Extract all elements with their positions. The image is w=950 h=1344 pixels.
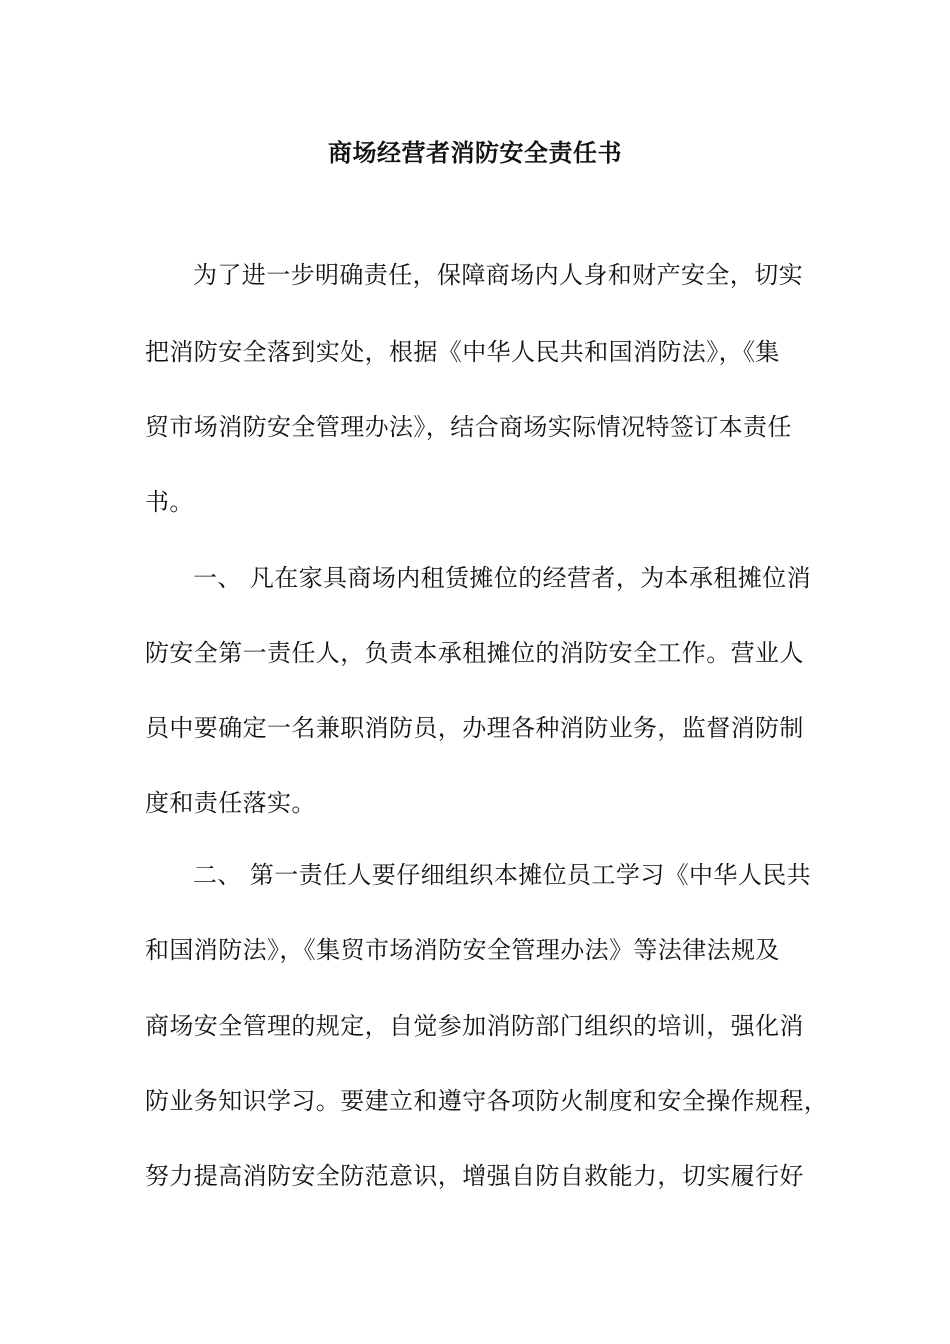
paragraph-3-line-3: 商场安全管理的规定，自觉参加消防部门组织的培训，强化消 (145, 1012, 804, 1040)
paragraph-1-line-1: 为了进一步明确责任，保障商场内人身和财产安全，切实 (193, 261, 803, 289)
paragraph-1-line-3: 贸市场消防安全管理办法》，结合商场实际情况特签订本责任 (145, 413, 792, 441)
paragraph-2-line-2: 防安全第一责任人，负责本承租摊位的消防安全工作。营业人 (145, 639, 804, 667)
paragraph-3-line-5: 努力提高消防安全防范意识，增强自防自救能力，切实履行好 (145, 1162, 804, 1190)
paragraph-2-line-1: 一、 凡在家具商场内租赁摊位的经营者，为本承租摊位消 (193, 564, 812, 592)
paragraph-2-line-3: 员中要确定一名兼职消防员，办理各种消防业务，监督消防制 (145, 714, 804, 742)
paragraph-3-line-2: 和国消防法》，《集贸市场消防安全管理办法》等法律法规及 (145, 936, 780, 964)
paragraph-2-line-4: 度和责任落实。 (145, 789, 316, 817)
document-title: 商场经营者消防安全责任书 (328, 138, 622, 167)
paragraph-3-line-4: 防业务知识学习。要建立和遵守各项防火制度和安全操作规程， (145, 1087, 829, 1115)
paragraph-1-line-2: 把消防安全落到实处，根据《中华人民共和国消防法》，《集 (145, 338, 780, 366)
paragraph-3-line-1: 二、 第一责任人要仔细组织本摊位员工学习《中华人民共 (193, 861, 812, 889)
paragraph-1-line-4: 书。 (145, 488, 194, 516)
